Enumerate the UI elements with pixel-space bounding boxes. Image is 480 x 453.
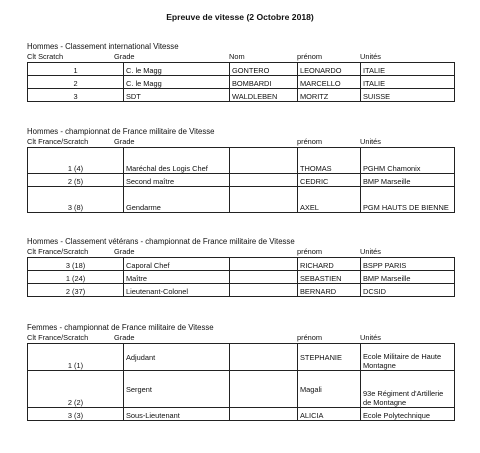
section-title: Femmes - championnat de France militaire de Vitesse <box>27 323 214 332</box>
cell-grade: Sous-Lieutenant <box>124 408 230 421</box>
cell-rank: 1 <box>28 63 124 76</box>
cell-grade: Gendarme <box>124 187 230 213</box>
cell-empty <box>230 258 298 271</box>
header-rank: Clt France/Scratch <box>27 137 89 146</box>
header-row <box>27 333 454 343</box>
section-title: Hommes - Classement international Vitesse <box>27 42 179 51</box>
cell-name: WALDLEBEN <box>230 89 298 102</box>
header-firstname: prénom <box>297 333 323 342</box>
cell-unit: Ecole Polytechnique <box>361 408 455 421</box>
cell-grade: C. le Magg <box>124 76 230 89</box>
cell-firstname: RICHARD <box>298 258 361 271</box>
header-row <box>27 247 454 257</box>
header-unit: Unités <box>360 247 381 256</box>
cell-rank: 3 (8) <box>28 187 124 213</box>
header-unit: Unités <box>360 333 381 342</box>
header-grade: Grade <box>114 333 135 342</box>
cell-empty <box>230 408 298 421</box>
cell-grade: Adjudant <box>124 344 230 371</box>
cell-unit: DCSID <box>361 284 455 297</box>
cell-firstname: Magali <box>298 371 361 408</box>
header-grade: Grade <box>114 137 135 146</box>
cell-empty <box>230 344 298 371</box>
table-row <box>28 271 455 284</box>
results-table <box>27 343 455 421</box>
cell-firstname: CEDRIC <box>298 174 361 187</box>
cell-grade: Sergent <box>124 371 230 408</box>
table-row <box>28 408 455 421</box>
header-grade: Grade <box>114 52 135 61</box>
cell-grade: Second maître <box>124 174 230 187</box>
cell-grade: SDT <box>124 89 230 102</box>
cell-rank: 3 (18) <box>28 258 124 271</box>
cell-rank: 3 <box>28 89 124 102</box>
cell-name: BOMBARDI <box>230 76 298 89</box>
header-rank: Clt France/Scratch <box>27 333 89 342</box>
cell-rank: 2 (37) <box>28 284 124 297</box>
cell-unit: ITALIE <box>361 63 455 76</box>
cell-empty <box>230 284 298 297</box>
table-row <box>28 344 455 371</box>
header-firstname: prénom <box>297 52 323 61</box>
section-title: Hommes - championnat de France militaire de Vitesse <box>27 127 215 136</box>
header-unit: Unités <box>360 52 381 61</box>
section-veterans <box>27 237 454 297</box>
cell-unit: BSPP PARIS <box>361 258 455 271</box>
cell-firstname: MORITZ <box>298 89 361 102</box>
section-france-men <box>27 127 454 213</box>
header-row <box>27 137 454 147</box>
cell-rank: 2 <box>28 76 124 89</box>
table-row <box>28 258 455 271</box>
results-table <box>27 257 455 297</box>
section-international <box>27 42 454 102</box>
section-women <box>27 323 454 421</box>
cell-rank: 1 (1) <box>28 344 124 371</box>
cell-firstname: MARCELLO <box>298 76 361 89</box>
table-row <box>28 284 455 297</box>
table-row <box>28 187 455 213</box>
header-unit: Unités <box>360 137 381 146</box>
cell-grade: Maître <box>124 271 230 284</box>
cell-grade: Caporal Chef <box>124 258 230 271</box>
table-row <box>28 148 455 174</box>
cell-empty <box>230 371 298 408</box>
cell-unit: SUISSE <box>361 89 455 102</box>
cell-unit: 93e Régiment d'Artillerie de Montagne <box>361 371 455 408</box>
cell-rank: 2 (2) <box>28 371 124 408</box>
table-row <box>28 371 455 408</box>
cell-empty <box>230 187 298 213</box>
cell-firstname: LEONARDO <box>298 63 361 76</box>
cell-unit: ITALIE <box>361 76 455 89</box>
cell-rank: 2 (5) <box>28 174 124 187</box>
cell-rank: 3 (3) <box>28 408 124 421</box>
header-rank: Clt France/Scratch <box>27 247 89 256</box>
cell-firstname: BERNARD <box>298 284 361 297</box>
section-title: Hommes - Classement vétérans - championnat de France militaire de Vitesse <box>27 237 295 246</box>
document-title: Epreuve de vitesse (2 Octobre 2018) <box>166 12 314 22</box>
header-row <box>27 52 454 62</box>
results-table <box>27 147 455 213</box>
cell-firstname: STEPHANIE <box>298 344 361 371</box>
table-row <box>28 89 455 102</box>
header-grade: Grade <box>114 247 135 256</box>
cell-unit: BMP Marseille <box>361 271 455 284</box>
cell-grade: Lieutenant-Colonel <box>124 284 230 297</box>
table-row <box>28 63 455 76</box>
cell-firstname: THOMAS <box>298 148 361 174</box>
cell-grade: C. le Magg <box>124 63 230 76</box>
header-name: Nom <box>229 52 245 61</box>
cell-unit: BMP Marseille <box>361 174 455 187</box>
header-firstname: prénom <box>297 137 323 146</box>
cell-empty <box>230 271 298 284</box>
cell-grade: Maréchal des Logis Chef <box>124 148 230 174</box>
table-row <box>28 76 455 89</box>
results-table <box>27 62 455 102</box>
cell-firstname: ALICIA <box>298 408 361 421</box>
cell-rank: 1 (24) <box>28 271 124 284</box>
cell-unit: PGHM Chamonix <box>361 148 455 174</box>
cell-unit: PGM HAUTS DE BIENNE <box>361 187 455 213</box>
cell-unit: Ecole Militaire de Haute Montagne <box>361 344 455 371</box>
header-firstname: prénom <box>297 247 323 256</box>
cell-empty <box>230 174 298 187</box>
table-row <box>28 174 455 187</box>
cell-firstname: AXEL <box>298 187 361 213</box>
cell-name: GONTERO <box>230 63 298 76</box>
cell-firstname: SEBASTIEN <box>298 271 361 284</box>
cell-empty <box>230 148 298 174</box>
header-rank: Clt Scratch <box>27 52 64 61</box>
cell-rank: 1 (4) <box>28 148 124 174</box>
